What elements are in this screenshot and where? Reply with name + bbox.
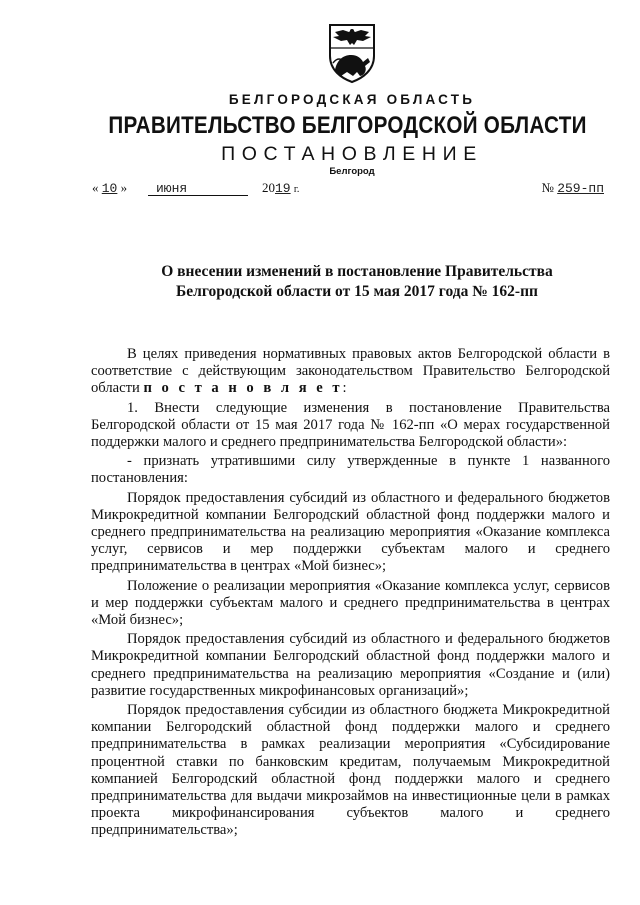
month-value: июня — [156, 181, 188, 196]
date-number-line — [92, 180, 612, 200]
year-prefix: 20 — [262, 180, 275, 195]
number-value: 259-пп — [557, 181, 604, 196]
day-value: 10 — [101, 181, 118, 196]
date-month — [148, 180, 248, 196]
procedure-paragraph-2: Порядок предоставления субсидий из областного и федерального бюджетов Микрокредитной компании Белгородский областной фонд поддержки малого и среднего предпринимательства на реализацию мероприятия «Создание и (или) развитие государственных микрофинансовых организаций»; — [91, 631, 610, 699]
resolves-word: п о с т а н о в л я е т — [143, 380, 343, 397]
item-1-paragraph: 1. Внести следующие изменения в постановление Правительства Белгородской области от 15 мая 2017 года № 162-пп «О мерах государственной поддержки малого и среднего предпринимательства Белгородской области»: — [91, 399, 610, 451]
document-title — [118, 262, 596, 302]
procedure-paragraph-1: Порядок предоставления субсидий из областного и федерального бюджетов Микрокредитной компании Белгородский областной фонд поддержки малого и среднего предпринимательства на реализацию мероприятия «Оказание комплекса услуг, сервисов и мер поддержки субъектам малого и среднего предпринимательства в центрах «Мой бизнес»; — [91, 489, 610, 575]
document-body — [91, 346, 610, 840]
document-number — [542, 180, 604, 196]
date-year — [262, 180, 299, 196]
number-sign: № — [541, 180, 554, 195]
intro-text: В целях приведения нормативных правовых актов Белгородской области в соответствие с действующим законодательством Правительство Белгородской области — [91, 346, 610, 397]
city-name: Белгород — [329, 166, 375, 177]
procedure-paragraph-3: Порядок предоставления субсидии из областного бюджета Микрокредитной компании Белгородский областной фонд поддержки малого и среднего предпринимательства в рамках реализации мероприятия «Субсидирование процентной ставки по банковским кредитам, получаемым Микрокредитной компанией Белгородский областной фонд поддержки малого и среднего предпринимательства для выдачи микрозаймов на инвестиционные цели в рамках проекта микрофинансирования субъектов малого и среднего предпринимательства»; — [91, 702, 610, 839]
dash-paragraph: - признать утратившими силу утвержденные в пункте 1 названного постановления: — [91, 453, 610, 487]
region-name: БЕЛГОРОДСКАЯ ОБЛАСТЬ — [228, 92, 476, 107]
intro-colon: : — [342, 380, 347, 397]
belgorod-coat-of-arms-icon — [327, 22, 377, 84]
document-type: ПОСТАНОВЛЕНИЕ — [221, 143, 483, 165]
government-name: ПРАВИТЕЛЬСТВО БЕЛГОРОДСКОЙ ОБЛАСТИ — [108, 112, 587, 139]
regulation-paragraph: Положение о реализации мероприятия «Оказание комплекса услуг, сервисов и мер поддержки субъектам малого и среднего предпринимательства в центрах «Мой бизнес»; — [91, 577, 610, 629]
intro-paragraph — [91, 346, 610, 398]
date-day — [92, 180, 127, 196]
year-value: 19 — [275, 181, 291, 196]
quote-open: « — [92, 180, 99, 195]
title-line-1: О внесении изменений в постановление Правительства — [161, 263, 553, 280]
title-line-2: Белгородской области от 15 мая 2017 года № 162-пп — [176, 283, 538, 300]
year-suffix: г. — [293, 184, 300, 195]
quote-close: » — [120, 180, 128, 195]
